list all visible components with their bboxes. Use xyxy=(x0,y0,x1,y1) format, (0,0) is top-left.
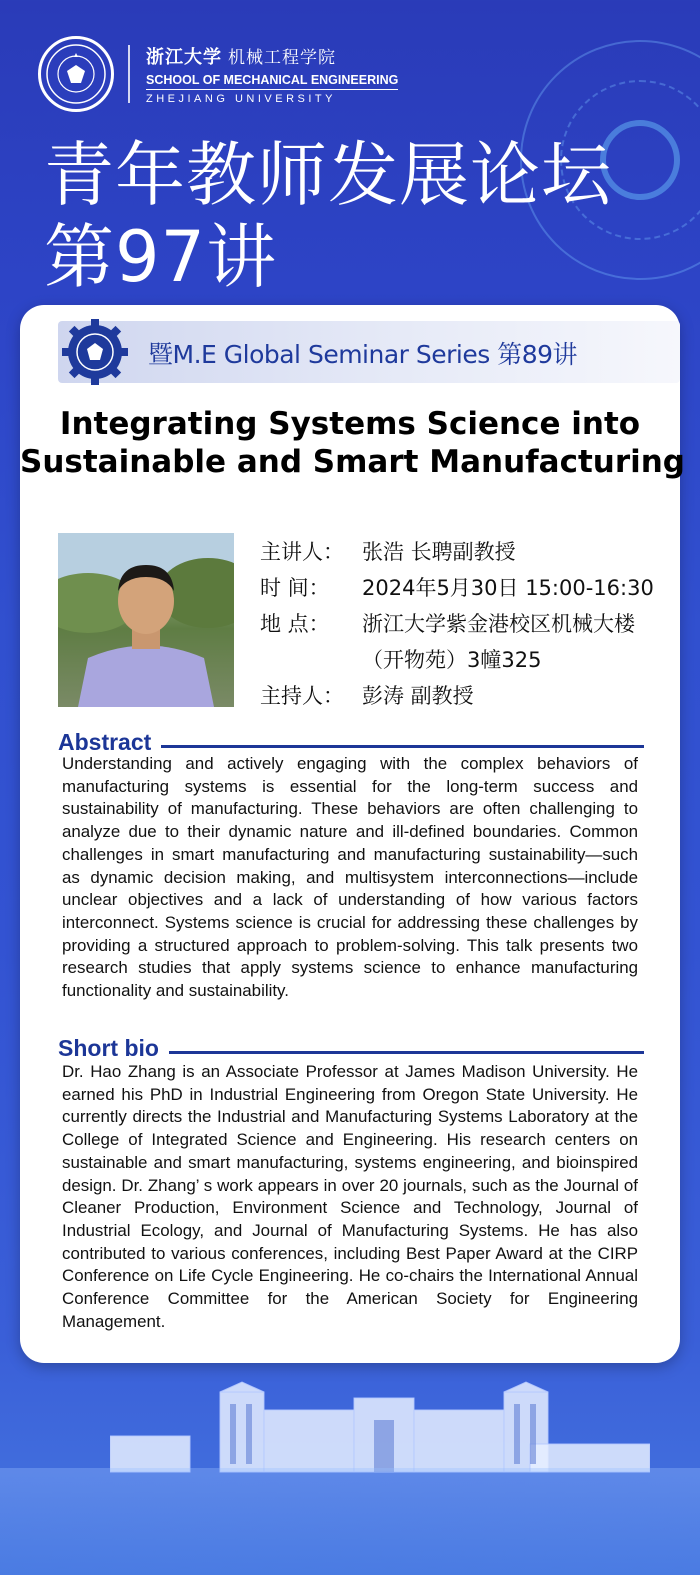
speaker-photo xyxy=(58,533,234,707)
host-label: 主持人： xyxy=(260,684,344,708)
talk-title-line1: Integrating Systems Science into xyxy=(59,406,641,442)
forum-title: 青年教师发展论坛 xyxy=(44,134,612,216)
school-name-cn: 浙江大学 机械工程学院 xyxy=(146,47,336,68)
speaker-label: 主讲人： xyxy=(260,540,344,564)
speaker-row xyxy=(260,533,654,569)
talk-title xyxy=(20,405,686,481)
bio-divider xyxy=(169,1051,644,1054)
campus-building-illustration xyxy=(110,1380,650,1476)
time-label: 时 间： xyxy=(260,576,330,600)
gear-logo-icon xyxy=(60,317,130,387)
abstract-heading: Abstract xyxy=(58,729,152,755)
decorative-circle xyxy=(600,120,680,200)
place-row xyxy=(260,605,654,641)
talk-title-line2: Sustainable and Smart Manufacturing xyxy=(20,444,686,480)
seminar-series-banner xyxy=(58,321,680,383)
school-logo xyxy=(38,36,398,112)
talk-info xyxy=(260,533,654,713)
host-value: 彭涛 副教授 xyxy=(362,684,474,708)
university-name-en: ZHEJIANG UNIVERSITY xyxy=(146,93,336,105)
place-label: 地 点： xyxy=(260,612,330,636)
time-value: 2024年5月30日 15:00-16:30 xyxy=(362,576,654,600)
lecture-number: 第97讲 xyxy=(44,216,278,298)
bio-heading-row xyxy=(58,1035,644,1062)
abstract-text: Understanding and actively engaging with the complex behaviors of manufacturing systems is essential for the long-term success and sustainability of manufacturing. These behaviors are often challenging to analyze due to their dynamic nature and ill-defined boundaries. Common challenges in smart manufacturing and manufacturing sustainability—such as dynamic decision making, and multisystem interconnections—include unclear objectives and a lack of understanding of how various factors interconnect. Systems science is crucial for addressing these challenges by providing a structured approach to problem-solving. This talk presents two research studies that apply systems science to enhance manufacturing functionality and sustainability. xyxy=(62,754,638,1001)
abstract-heading-row xyxy=(58,729,644,756)
place-row-continued xyxy=(260,641,654,677)
content-card xyxy=(20,305,686,1363)
decorative-floor xyxy=(0,1468,700,1575)
school-name-en: SCHOOL OF MECHANICAL ENGINEERING xyxy=(146,73,398,90)
bio-text: Dr. Hao Zhang is an Associate Professor at James Madison University. He earned his PhD in Industrial Engineering from Oregon State University. He currently directs the Industrial and Manufacturing Systems Laboratory at the College of Integrated Science and Engineering. His research centers on sustainable and smart manufacturing, systems engineering, and bioinspired design. Dr. Zhang’ s work appears in over 20 journals, such as the Journal of Cleaner Production, Environment Science and Technology, Journal of Industrial Ecology, and Journal of Manufacturing Systems. He has also contributed to various conferences, including Best Paper Award at the CIRP Conference on Life Cycle Engineering. He co-chairs the International Annual Conference Committee for the American Society for Engineering Management. xyxy=(62,1062,638,1331)
speaker-value: 张浩 长聘副教授 xyxy=(362,540,516,564)
university-seal-icon xyxy=(38,36,114,112)
bio-heading: Short bio xyxy=(58,1035,159,1061)
time-row xyxy=(260,569,654,605)
logo-divider xyxy=(128,45,130,103)
abstract-divider xyxy=(161,745,644,748)
place-value: 浙江大学紫金港校区机械大楼 xyxy=(362,612,635,636)
place-value-line2: （开物苑）3幢325 xyxy=(362,648,542,672)
seminar-series-text: 暨M.E Global Seminar Series 第89讲 xyxy=(148,340,578,369)
host-row xyxy=(260,677,654,713)
